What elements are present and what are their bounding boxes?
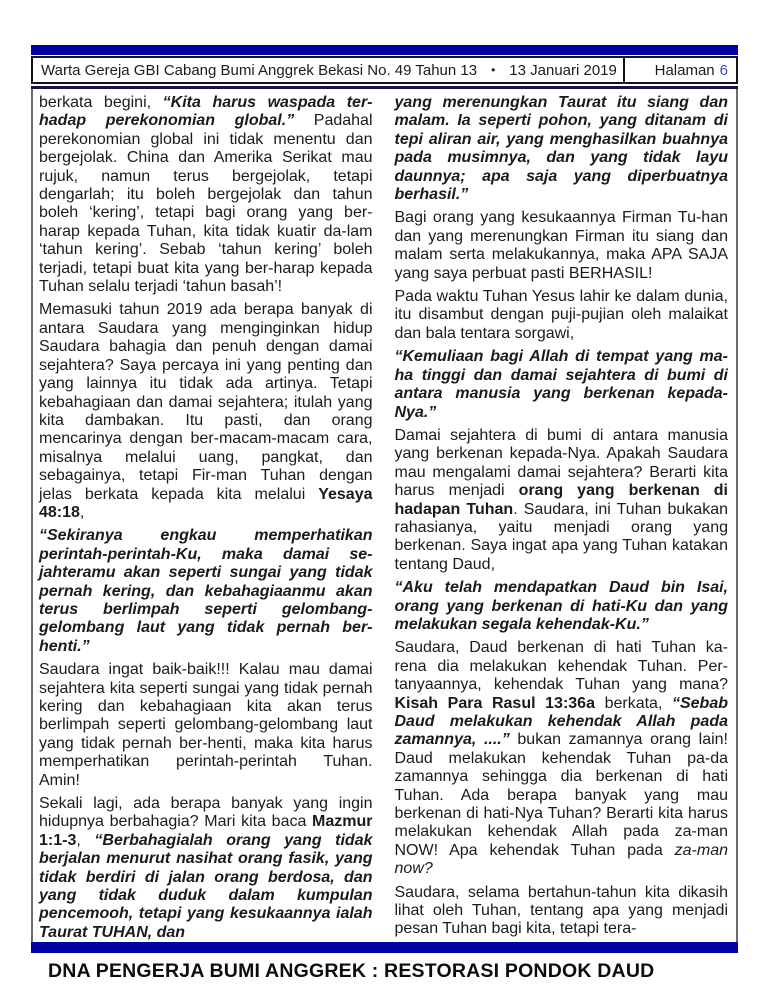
- paragraph: [39, 301, 373, 522]
- newsletter-page: [31, 45, 738, 983]
- article-body: [31, 89, 738, 942]
- header-title-cell: [33, 58, 623, 82]
- page-label: Halaman: [654, 61, 715, 79]
- text-run: berkata,: [594, 694, 672, 712]
- text-run: Mazmur 1:1-3: [39, 813, 373, 849]
- issue-date: 13 Januari 2019: [509, 61, 617, 79]
- text-run: “Kemuliaan bagi Allah di tempat yang ma-ha tinggi dan damai sejahtera di bumi di antara manusia yang berkenan kepada-Nya.”: [394, 348, 728, 421]
- text-run: Pada waktu Tuhan Yesus lahir ke dalam dunia, itu disambut dengan puji-pujian oleh malaikat dan bala tentara sorgawi,: [394, 288, 728, 342]
- text-run: Padahal perekonomian global ini tidak menentu dan bergejolak. China dan Amerika Serikat mau rujuk, namun terus bergejolak, tetapi dengarlah; itu boleh bergejolak dan tahun boleh ‘kering’, tetapi bagi orang yang ber-harap kepada Tuhan, kita tidak kuatir da-lam ‘tahun kering’. Sebab ‘tahun kering’ boleh terjadi, tetapi buat kita yang ber-harap kepada Tuhan selalu terjadi ‘tahun basah’!: [39, 112, 373, 296]
- text-run: ,: [79, 503, 85, 521]
- top-navy-bar: [31, 45, 738, 55]
- text-run: “Aku telah mendapatkan Daud bin Isai, orang yang berkenan di hati-Ku dan yang melakukan segala kehendak-Ku.”: [394, 579, 728, 633]
- paragraph: [395, 579, 729, 634]
- text-run: berkata begini,: [39, 94, 163, 111]
- paragraph: [39, 527, 373, 656]
- text-run: Memasuki tahun 2019 ada berapa banyak di antara Saudara yang menginginkan hidup Saudara bahagia dan penuh dengan damai sejahtera? Saya percaya ini yang penting dan yang lainnya itu tidak ada artinya. Tetapi kebahagiaan dan damai sejahtera; itulah yang kita dambakan. Itu pasti, dan orang mencarinya dengan ber-macam-macam cara, misalnya melalui uang, pangkat, dan sebagainya, tetapi Fir-man Tuhan dengan jelas berkata kepada kita melalui: [39, 301, 373, 503]
- page-number-cell: [623, 58, 736, 82]
- paragraph: [395, 639, 729, 878]
- bottom-navy-bar: [31, 942, 738, 953]
- page-number: 6: [719, 61, 728, 79]
- footer-headline: DNA PENGERJA BUMI ANGGREK : RESTORASI PONDOK DAUD: [48, 960, 655, 982]
- text-run: “Sekiranya engkau memperhatikan perintah-perintah-Ku, maka damai se-jahteramu akan seperti sungai yang tidak pernah kering, dan kebahagiaanmu akan terus berlimpah seperti gelombang-gelombang laut yang tidak pernah ber-henti.”: [39, 527, 373, 655]
- paragraph: [395, 94, 729, 204]
- text-run: Saudara, Daud berkenan di hati Tuhan ka-rena dia melakukan kehendak Tuhan. Per-tanyaannya, kehendak Tuhan yang mana?: [394, 639, 728, 694]
- newsletter-title: Warta Gereja GBI Cabang Bumi Anggrek Bekasi No. 49 Tahun 13: [41, 61, 478, 79]
- text-run: Damai sejahtera di bumi di antara manusia yang berkenan kepada-Nya. Apakah Saudara mau mengalami damai sejahtera? Berarti kita harus menjadi: [394, 426, 728, 500]
- text-run: “Sebab Daud melakukan kehendak Allah pada zamannya, ....”: [394, 694, 728, 749]
- text-run: “Kita harus waspada ter-hadap perekonomian global.”: [39, 94, 373, 130]
- paragraph: [395, 288, 729, 343]
- bullet-separator: •: [491, 63, 496, 77]
- text-run: Sekali lagi, ada berapa banyak yang ingin hidupnya berbahagia? Mari kita baca: [39, 795, 373, 831]
- text-run: Saudara ingat baik-baik!!! Kalau mau damai sejahtera kita seperti sungai yang tidak pernah kering dan kebahagiaan kita akan terus berlimpah seperti gelombang-gelombang laut yang tidak pernah ber-henti, maka kita harus memperhatikan perintah-perintah Tuhan. Amin!: [39, 661, 373, 789]
- text-run: bukan zamannya orang lain! Daud melakukan kehendak Tuhan pa-da zamannya sehingga dia berkenan di hati Tuhan. Ada berapa banyak yang mau berkenan di hati-Nya Tuhan? Berarti kita harus melakukan kehendak Allah pada za-man NOW! Apa kehendak Tuhan pada: [394, 731, 729, 859]
- paragraph: [39, 661, 373, 790]
- text-run: orang yang berkenan di hadapan Tuhan: [394, 482, 728, 518]
- left-column: [39, 94, 373, 942]
- text-run: za-man now?: [394, 841, 728, 878]
- paragraph: [39, 795, 373, 942]
- text-run: Yesaya 48:18: [39, 485, 373, 521]
- right-column: [395, 94, 729, 942]
- paragraph: [395, 884, 729, 939]
- paragraph: [395, 209, 729, 283]
- paragraph: [395, 348, 729, 422]
- text-run: ,: [76, 831, 95, 849]
- paragraph: [395, 427, 729, 574]
- text-run: “Berbahagialah orang yang tidak berjalan menurut nasihat orang fasik, yang tidak berdiri di jalan orang berdosa, dan yang tidak duduk dalam kumpulan pencemooh, tetapi yang kesukaannya ialah Taurat TUHAN, dan: [39, 831, 373, 941]
- header-row: [31, 56, 738, 84]
- text-run: Bagi orang yang kesukaannya Firman Tu-han dan yang merenungkan Firman itu siang dan malam serta melakukannya, maka APA SAJA yang saya perbuat pasti BERHASIL!: [394, 209, 728, 282]
- text-run: yang merenungkan Taurat itu siang dan malam. Ia seperti pohon, yang ditanam di tepi aliran air, yang menghasilkan buahnya pada musimnya, dan yang tidak layu daunnya; apa saja yang diperbuatnya berhasil.”: [394, 94, 728, 204]
- text-run: . Saudara, ini Tuhan bukakan rahasianya, yaitu menjadi orang yang berkenan. Saya ingat apa yang Tuhan katakan tentang Daud,: [394, 500, 728, 573]
- text-run: Kisah Para Rasul 13:36a: [394, 694, 595, 712]
- text-run: Saudara, selama bertahun-tahun kita dikasih lihat oleh Tuhan, tentang apa yang menjadi pesan Tuhan bagi kita, tetapi tera-: [394, 883, 728, 938]
- paragraph: [39, 94, 373, 296]
